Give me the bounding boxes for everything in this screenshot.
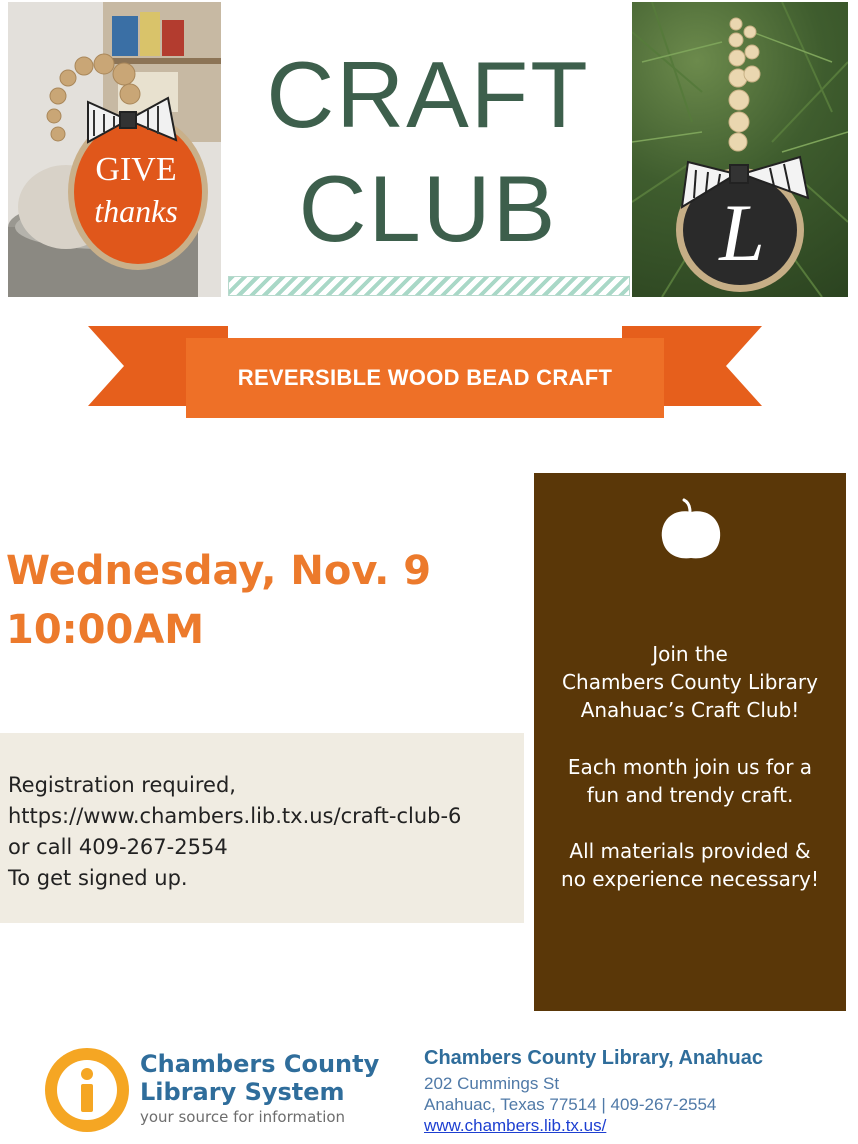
info-materials-line-2: no experience necessary!	[561, 867, 819, 891]
logo-name-line-2: Library System	[140, 1078, 345, 1106]
footer-library-title: Chambers County Library, Anahuac	[424, 1047, 763, 1069]
library-logo-icon	[44, 1047, 130, 1133]
banner-label	[186, 338, 664, 418]
banner-text: REVERSIBLE WOOD BEAD CRAFT	[237, 365, 613, 390]
info-materials-line-1: All materials provided &	[569, 839, 811, 863]
footer-website-link[interactable]: www.chambers.lib.tx.us/	[424, 1116, 607, 1135]
info-monthly-line-2: fun and trendy craft.	[586, 783, 794, 807]
registration-text	[8, 770, 524, 894]
footer-address-line-2: Anahuac, Texas 77514 | 409-267-2554	[424, 1095, 717, 1114]
logo-name-line-1: Chambers County	[140, 1050, 380, 1078]
info-paragraph-join	[534, 640, 846, 724]
title-underline-stripe	[228, 276, 630, 296]
info-join-line-3: Anahuac’s Craft Club!	[580, 698, 800, 722]
sign-text-thanks: thanks	[94, 193, 178, 229]
logo-tagline: your source for information	[140, 1108, 346, 1126]
title-craft: CRAFT	[266, 42, 590, 147]
give-thanks-illustration	[8, 2, 221, 297]
letter-ornament-illustration	[632, 2, 848, 297]
title-club: CLUB	[298, 156, 558, 261]
event-date: Wednesday, Nov. 9	[6, 548, 432, 594]
footer-address-line-1: 202 Cummings St	[424, 1074, 560, 1093]
info-paragraph-materials	[534, 837, 846, 893]
pumpkin-icon	[660, 498, 722, 562]
photo-give-thanks	[8, 2, 221, 297]
ornament-letter: L	[719, 187, 765, 278]
event-time: 10:00AM	[6, 607, 205, 653]
info-join-line-2: Chambers County Library	[562, 670, 818, 694]
registration-line-required: Registration required,	[8, 773, 236, 797]
sign-text-give: GIVE	[95, 151, 177, 188]
info-join-line-1: Join the	[652, 642, 728, 666]
registration-link[interactable]: https://www.chambers.lib.tx.us/craft-club-6	[8, 804, 462, 828]
info-monthly-line-1: Each month join us for a	[567, 755, 813, 779]
registration-line-signup: To get signed up.	[8, 866, 188, 890]
photo-letter-ornament	[632, 2, 848, 297]
info-paragraph-monthly	[534, 753, 846, 809]
registration-line-phone: or call 409-267-2554	[8, 835, 228, 859]
